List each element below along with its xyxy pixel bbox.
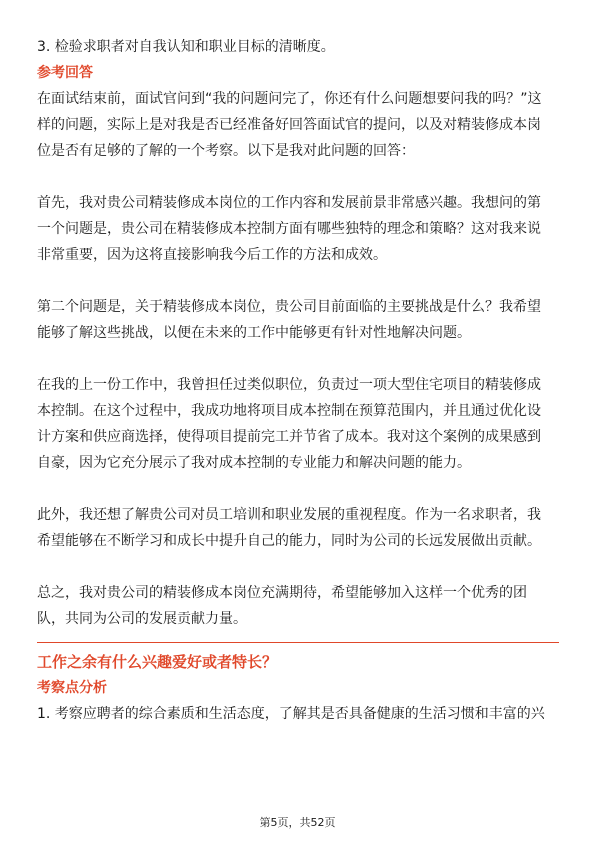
answer-body xyxy=(37,86,559,632)
paragraph-line: 本控制。在这个过程中，我成功地将项目成本控制在预算范围内，并且通过优化设 xyxy=(37,403,541,419)
page-content xyxy=(37,34,559,727)
paragraph-line: 希望能够在不断学习和成长中提升自己的能力，同时为公司的长远发展做出贡献。 xyxy=(37,533,541,549)
paragraph-line: 第二个问题是，关于精装修成本岗位，贵公司目前面临的主要挑战是什么？我希望 xyxy=(37,299,541,315)
answer-paragraph xyxy=(37,294,559,346)
page-footer: 第5页，共52页 xyxy=(259,816,336,829)
answer-paragraph xyxy=(37,502,559,554)
paragraph-line: 在我的上一份工作中，我曾担任过类似职位，负责过一项大型住宅项目的精装修成 xyxy=(37,377,541,393)
paragraph-line: 一个问题是，贵公司在精装修成本控制方面有哪些独特的理念和策略？这对我来说 xyxy=(37,221,541,237)
question-heading: 工作之余有什么兴趣爱好或者特长？ xyxy=(37,653,278,671)
answer-paragraph xyxy=(37,372,559,476)
paragraph-gap xyxy=(37,164,559,190)
answer-paragraph xyxy=(37,86,559,164)
paragraph-line: 样的问题，实际上是对我是否已经准备好回答面试官的提问，以及对精装修成本岗 xyxy=(37,117,541,133)
section-divider xyxy=(37,642,559,643)
paragraph-line: 队，共同为公司的发展贡献力量。 xyxy=(37,611,247,627)
paragraph-line: 此外，我还想了解贵公司对员工培训和职业发展的重视程度。作为一名求职者，我 xyxy=(37,507,541,523)
answer-paragraph xyxy=(37,580,559,632)
answer-paragraph xyxy=(37,190,559,268)
paragraph-line: 首先，我对贵公司精装修成本岗位的工作内容和发展前景非常感兴趣。我想问的第 xyxy=(37,195,541,211)
paragraph-gap xyxy=(37,476,559,502)
top-list-item: 3. 检验求职者对自我认知和职业目标的清晰度。 xyxy=(37,39,335,55)
reference-answer-heading: 参考回答 xyxy=(37,65,93,81)
analysis-heading: 考察点分析 xyxy=(37,680,107,696)
paragraph-line: 计方案和供应商选择，使得项目提前完工并节省了成本。我对这个案例的成果感到 xyxy=(37,429,541,445)
paragraph-line: 位是否有足够的了解的一个考察。以下是我对此问题的回答： xyxy=(37,143,415,159)
paragraph-line: 非常重要，因为这将直接影响我今后工作的方法和成效。 xyxy=(37,247,387,263)
paragraph-line: 在面试结束前，面试官问到“我的问题问完了，你还有什么问题想要问我的吗？”这 xyxy=(37,91,542,107)
paragraph-line: 能够了解这些挑战，以便在未来的工作中能够更有针对性地解决问题。 xyxy=(37,325,471,341)
paragraph-gap xyxy=(37,346,559,372)
paragraph-line: 总之，我对贵公司的精装修成本岗位充满期待，希望能够加入这样一个优秀的团 xyxy=(37,585,527,601)
paragraph-gap xyxy=(37,268,559,294)
analysis-list-item: 1. 考察应聘者的综合素质和生活态度，了解其是否具备健康的生活习惯和丰富的兴 xyxy=(37,706,545,722)
paragraph-gap xyxy=(37,554,559,580)
paragraph-line: 自豪，因为它充分展示了我对成本控制的专业能力和解决问题的能力。 xyxy=(37,455,471,471)
